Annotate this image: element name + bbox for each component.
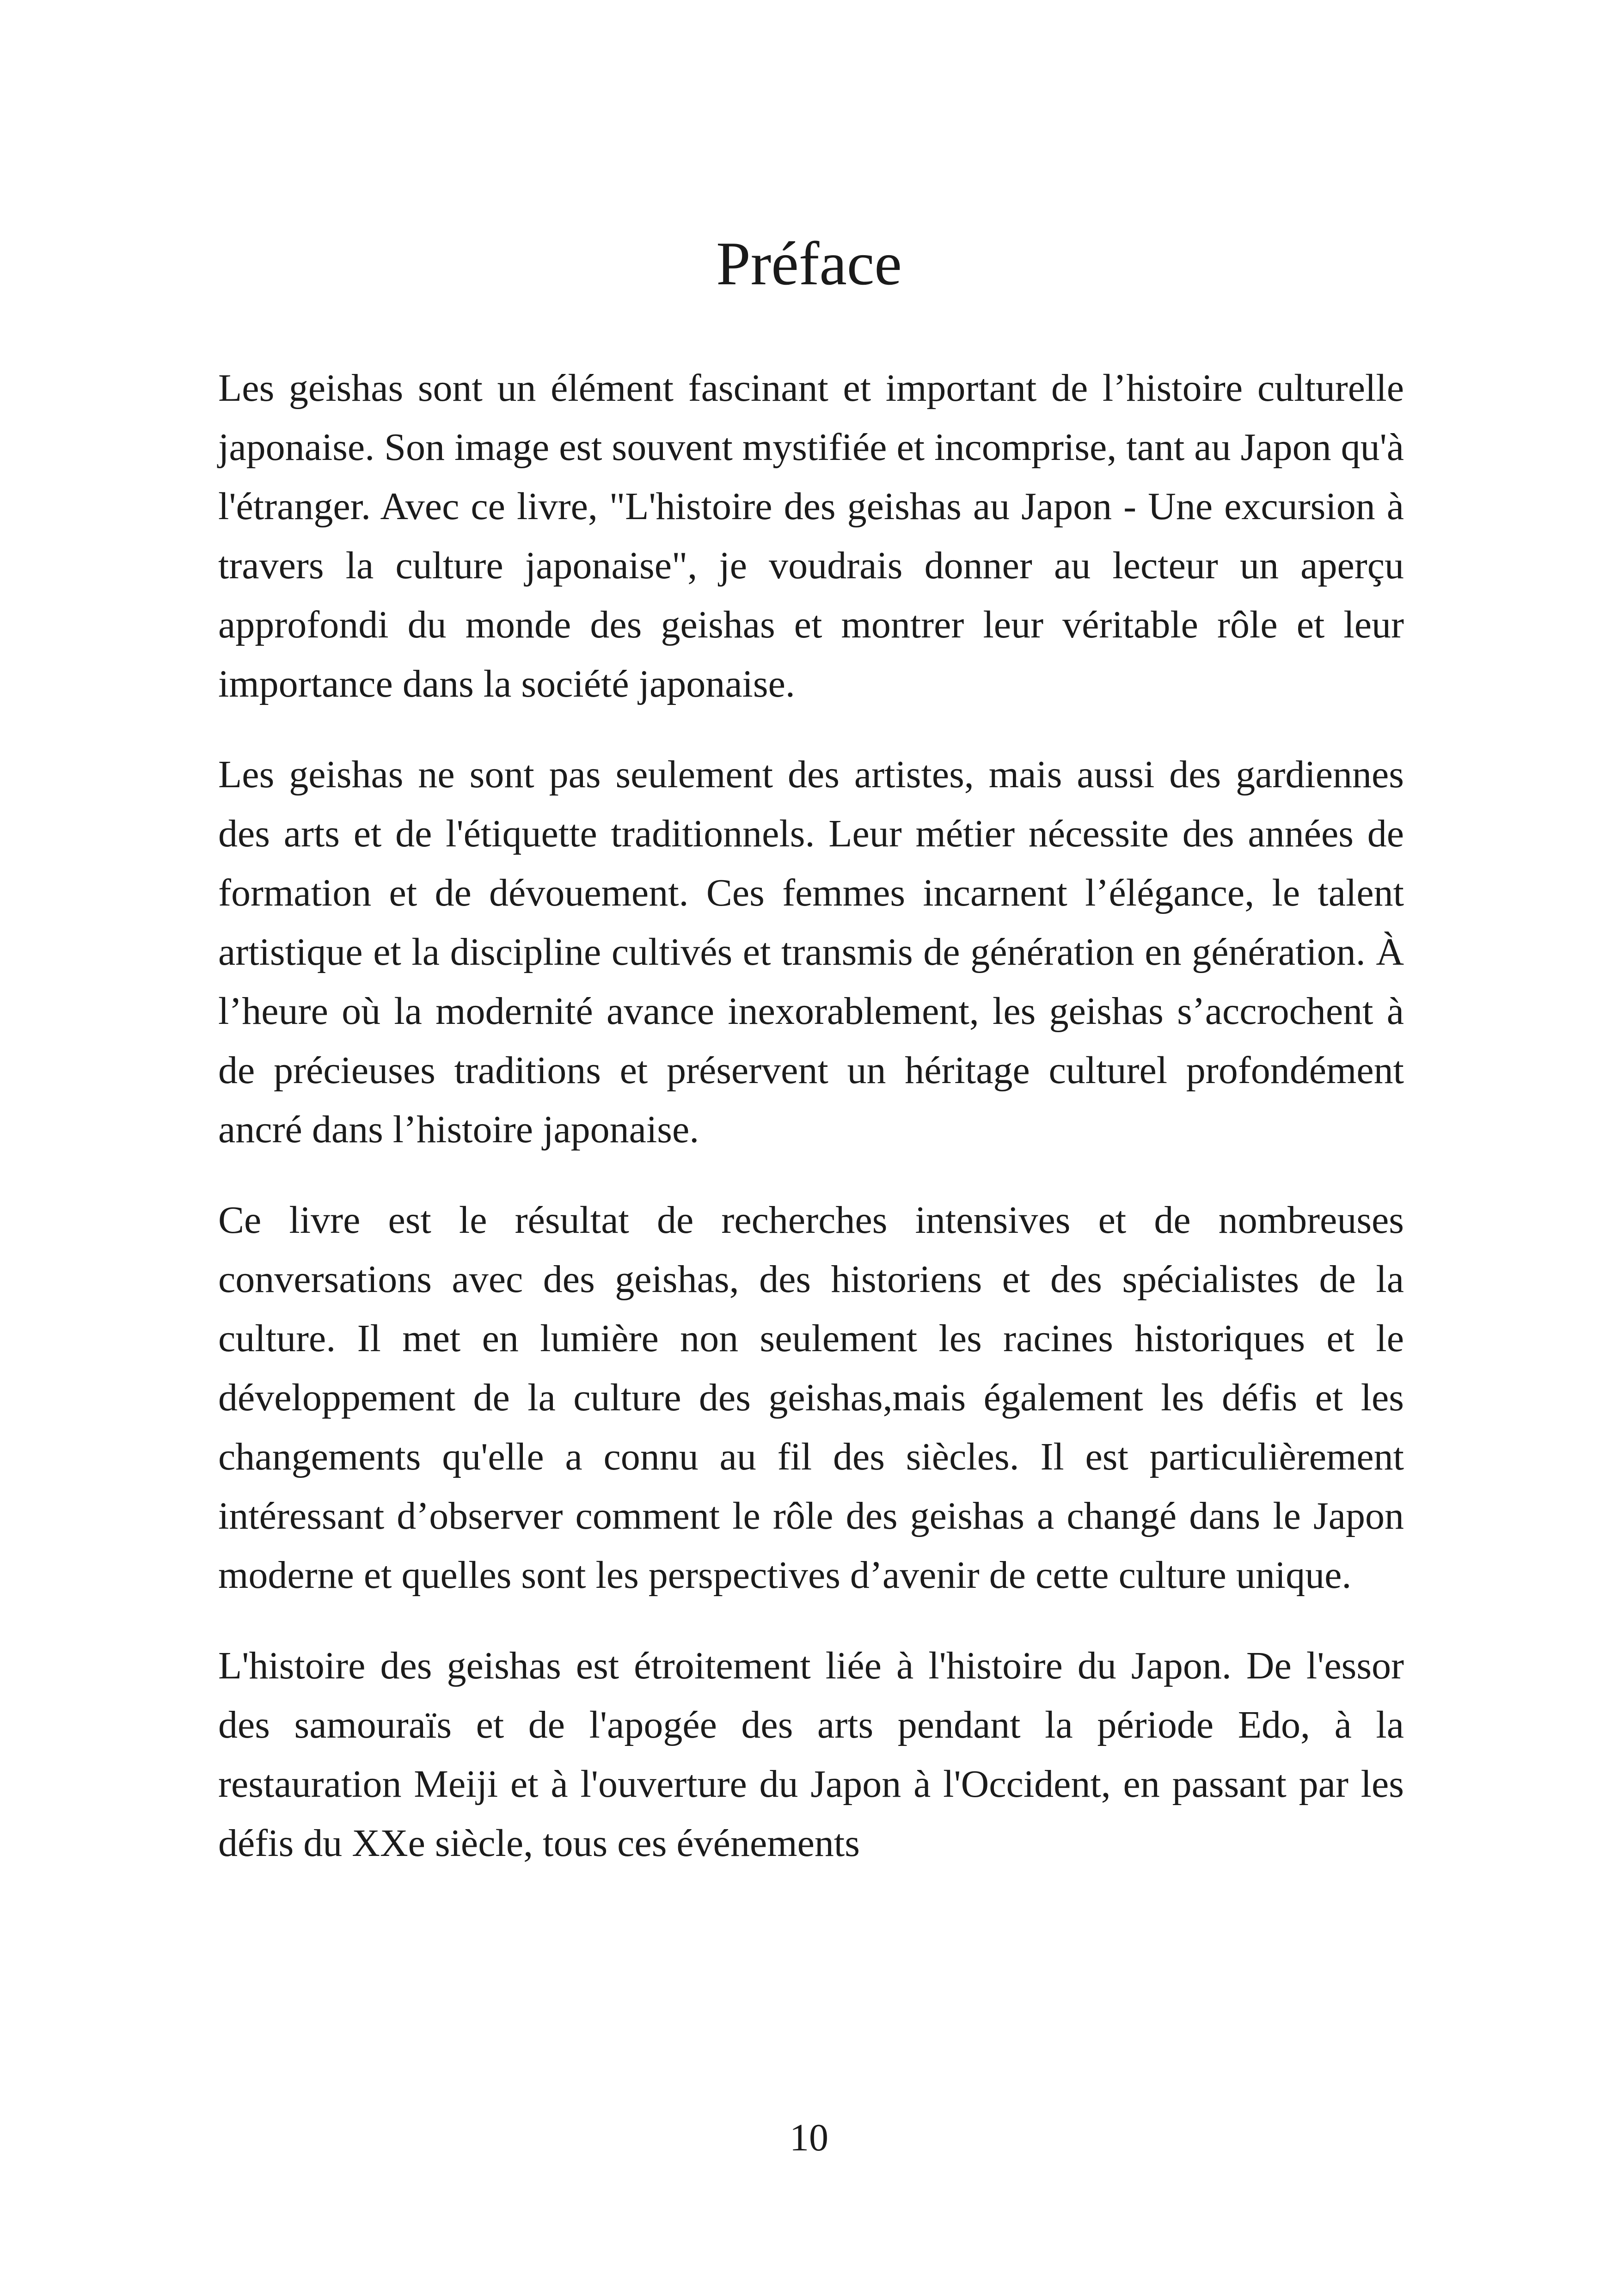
paragraph-3: Ce livre est le résultat de recherches intensives et de nombreuses conversations avec des geishas, des historiens et des spécialistes de la culture. Il met en lumière non seulement les racines historiques et le développement de la culture des geishas,mais également les défis et les changements qu'elle a connu au fil des siècles. Il est particulièrement intéressant d’observer comment le rôle des geishas a changé dans le Japon moderne et quelles sont les perspectives d’avenir de cette culture unique. — [218, 1199, 1404, 1597]
paragraph-2: Les geishas ne sont pas seulement des artistes, mais aussi des gardiennes des arts et de l'étiquette traditionnels. Leur métier nécessite des années de formation et de dévouement. Ces femmes incarnent l’élégance, le talent artistique et la discipline cultivés et transmis de génération en génération. À l’heure où la modernité avance inexorablement, les geishas s’accrochent à de précieuses traditions et préservent un héritage culturel profondément ancré dans l’histoire japonaise. — [218, 753, 1404, 1151]
body-text — [218, 359, 1404, 1904]
page-title: Préface — [716, 229, 902, 298]
paragraph-1: Les geishas sont un élément fascinant et important de l’histoire culturelle japonaise. Son image est souvent mystifiée et incomprise, tant au Japon qu'à l'étranger. Avec ce livre, "L'histoire des geishas au Japon - Une excursion à travers la culture japonaise", je voudrais donner au lecteur un aperçu approfondi du monde des geishas et montrer leur véritable rôle et leur importance dans la société japonaise. — [218, 367, 1404, 705]
page-number: 10 — [790, 2116, 828, 2159]
paragraph-4: L'histoire des geishas est étroitement liée à l'histoire du Japon. De l'essor des samouraïs et de l'apogée des arts pendant la période Edo, à la restauration Meiji et à l'ouverture du Japon à l'Occident, en passant par les défis du XXe siècle, tous ces événements — [218, 1644, 1404, 1865]
